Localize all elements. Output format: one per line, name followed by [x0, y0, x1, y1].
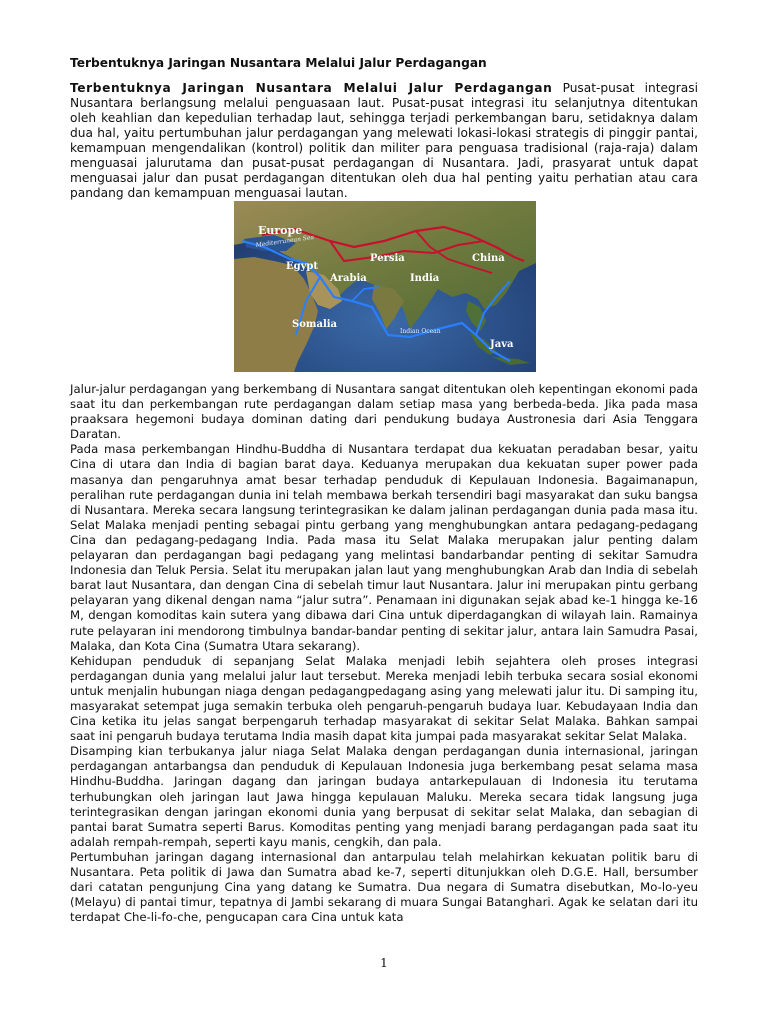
map-label-somalia: Somalia — [292, 319, 338, 330]
trade-route-map — [234, 201, 536, 372]
body-paragraph: Pada masa perkembangan Hindhu-Buddha di Nusantara terdapat dua kekuatan peradaban besar, yaitu Cina di utara dan India di bagian barat daya. Keduanya merupakan dua kekuatan super power pada masanya dan pengaruhnya amat besar terhadap penduduk di Kepulauan Indonesia. Bagaimanapun, peralihan rute perdagangan dunia ini telah membawa berkah tersendiri bagi masyarakat dan suku bangsa di Nusantara. Mereka secara langsung terintegrasikan ke dalam jalinan perdagangan dunia pada masa itu. Selat Malaka menjadi penting sebagai pintu gerbang yang menghubungkan antara pedagang-pedagang Cina dan pedagang-pedagang India. Pada masa itu Selat Malaka merupakan jalur penting dalam pelayaran dan perdagangan bagi pedagang yang melintasi bandarbandar penting di sekitar Samudra Indonesia dan Teluk Persia. Selat itu merupakan jalan laut yang menghubungkan Arab dan India di sebelah barat laut Nusantara, dan dengan Cina di sebelah timur laut Nusantara. Jalur ini merupakan pintu gerbang pelayaran yang dikenal dengan nama “jalur sutra”. Penamaan ini digunakan sejak abad ke-1 hingga ke-16 M, dengan komoditas kain sutera yang dibawa dari Cina untuk diperdagangkan di wilayah lain. Ramainya rute pelayaran ini mendorong timbulnya bandar-bandar penting di sekitar jalur, antara lain Samudra Pasai, Malaka, dan Kota Cina (Sumatra Utara sekarang). — [70, 442, 698, 653]
page-number: 1 — [380, 956, 388, 970]
body-paragraph: Disamping kian terbukanya jalur niaga Selat Malaka dengan perdagangan dunia internasional, jaringan perdagangan antarbangsa dan penduduk di Kepulauan Indonesia juga berkembang pesat selama masa Hindhu-Buddha. Jaringan dagang dan jaringan budaya antarkepulauan di Indonesia itu terutama terhubungkan oleh jaringan laut Jawa hingga kepulauan Maluku. Mereka secara tidak langsung juga terintegrasikan dengan jaringan ekonomi dunia yang berpusat di sekitar selat Malaka, dan sebagian di pantai barat Sumatra seperti Barus. Komoditas penting yang menjadi barang perdagangan pada saat itu adalah rempah-rempah, seperti kayu manis, cengkih, dan pala. — [70, 744, 698, 849]
trade-route-map-svg — [234, 201, 536, 372]
intro-lead: Terbentuknya Jaringan Nusantara Melalui Jalur Perdagangan — [70, 81, 553, 95]
document-title: Terbentuknya Jaringan Nusantara Melalui Jalur Perdagangan — [70, 56, 487, 70]
map-label-europe: Europe — [258, 224, 303, 237]
body-paragraph: Kehidupan penduduk di sepanjang Selat Malaka menjadi lebih sejahtera oleh proses integrasi perdagangan dunia yang melalui jalur laut tersebut. Mereka menjadi lebih terbuka secara sosial ekonomi untuk menjalin hubungan niaga dengan pedagangpedagang asing yang melewati jalur itu. Di samping itu, masyarakat setempat juga semakin terbuka oleh pengaruh-pengaruh budaya luar. Kebudayaan India dan Cina ketika itu jelas sangat berpengaruh terhadap masyarakat di sekitar Selat Malaka. Bahkan sampai saat ini pengaruh budaya terutama India masih dapat kita jumpai pada masyarakat sekitar Selat Malaka. — [70, 653, 698, 744]
map-label-indian-ocean: Indian Ocean — [400, 328, 441, 335]
map-label-arabia: Arabia — [330, 273, 367, 284]
map-label-india: India — [410, 273, 440, 284]
body-paragraph: Jalur-jalur perdagangan yang berkembang di Nusantara sangat ditentukan oleh kepentingan ekonomi pada saat itu dan perkembangan rute perdagangan dalam setiap masa yang berbeda-beda. Jika pada masa praaksara hegemoni budaya dominan dating dari pendukung budaya Austronesia dari Asia Tenggara Daratan. — [70, 382, 698, 442]
document-body — [70, 382, 698, 925]
intro-paragraph — [70, 81, 698, 201]
document-page — [70, 56, 698, 925]
intro-text: Pusat-pusat integrasi Nusantara berlangsung melalui penguasaan laut. Pusat-pusat integrasi itu selanjutnya ditentukan oleh keahlian dan kepedulian terhadap laut, sehingga terjadi perkembangan baru, setidaknya dalam dua hal, yaitu pertumbuhan jalur perdagangan yang melewati lokasi-lokasi strategis di pinggir pantai, kemampuan mengendalikan (kontrol) politik dan militer para penguasa tradisional (raja-raja) dalam menguasai jalurutama dan pusat-pusat perdagangan di Nusantara. Jadi, prasyarat untuk dapat menguasai jalur dan pusat perdagangan ditentukan oleh dua hal penting yaitu perhatian atau cara pandang dan kemampuan menguasai lautan. — [70, 81, 698, 200]
map-label-mediterranean: Mediterranean Sea — [255, 233, 315, 249]
map-label-persia: Persia — [370, 253, 405, 264]
map-label-java: Java — [490, 339, 514, 350]
map-label-china: China — [472, 253, 505, 264]
map-label-egypt: Egypt — [286, 261, 319, 272]
body-paragraph: Pertumbuhan jaringan dagang internasional dan antarpulau telah melahirkan kekuatan politik baru di Nusantara. Peta politik di Jawa dan Sumatra abad ke-7, seperti ditunjukkan oleh D.G.E. Hall, bersumber dari catatan pengunjung Cina yang datang ke Sumatra. Dua negara di Sumatra disebutkan, Mo-lo-yeu (Melayu) di pantai timur, tepatnya di Jambi sekarang di muara Sungai Batanghari. Agak ke selatan dari itu terdapat Che-li-fo-che, pengucapan cara Cina untuk kata — [70, 849, 698, 925]
